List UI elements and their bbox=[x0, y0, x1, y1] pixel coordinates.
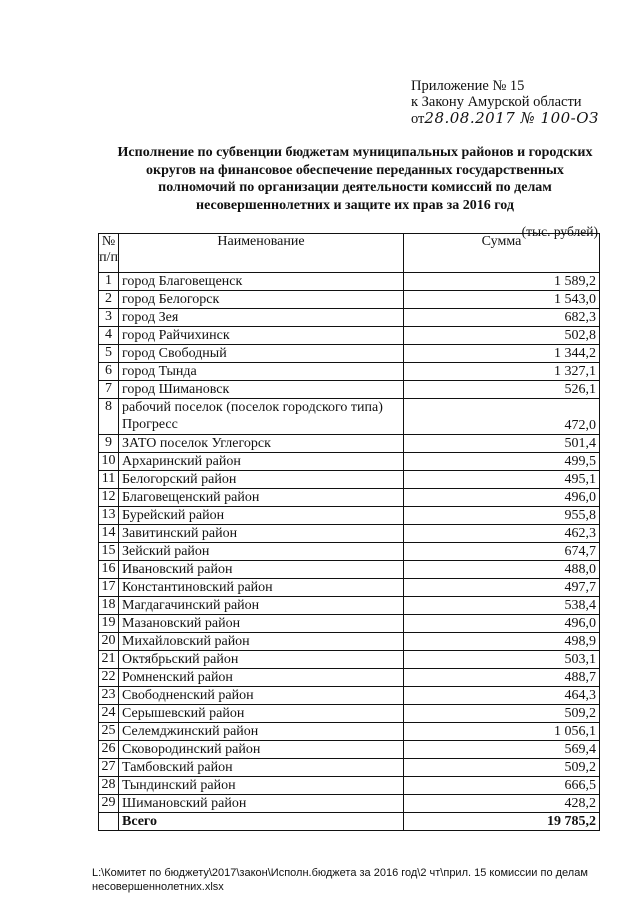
row-amount: 472,0 bbox=[404, 399, 600, 435]
row-number: 9 bbox=[99, 435, 119, 453]
row-amount: 462,3 bbox=[404, 525, 600, 543]
table-row bbox=[99, 363, 600, 381]
table-row bbox=[99, 471, 600, 489]
appendix-block bbox=[411, 78, 599, 127]
row-number: 21 bbox=[99, 651, 119, 669]
row-amount: 1 589,2 bbox=[404, 273, 600, 291]
table-row bbox=[99, 633, 600, 651]
table-row bbox=[99, 453, 600, 471]
total-empty-cell bbox=[99, 813, 119, 831]
row-name: Константиновский район bbox=[119, 579, 404, 597]
row-name: Селемджинский район bbox=[119, 723, 404, 741]
row-number: 29 bbox=[99, 795, 119, 813]
table-row bbox=[99, 435, 600, 453]
row-name: город Райчихинск bbox=[119, 327, 404, 345]
total-amount: 19 785,2 bbox=[404, 813, 600, 831]
table-row bbox=[99, 651, 600, 669]
table-row bbox=[99, 561, 600, 579]
row-amount: 503,1 bbox=[404, 651, 600, 669]
table-row bbox=[99, 327, 600, 345]
row-name: Бурейский район bbox=[119, 507, 404, 525]
table-row bbox=[99, 615, 600, 633]
table-row bbox=[99, 759, 600, 777]
table-header-row bbox=[99, 234, 600, 273]
row-name: Благовещенский район bbox=[119, 489, 404, 507]
row-amount: 496,0 bbox=[404, 615, 600, 633]
table-row bbox=[99, 687, 600, 705]
row-name: Свободненский район bbox=[119, 687, 404, 705]
row-number: 27 bbox=[99, 759, 119, 777]
row-name: Тамбовский район bbox=[119, 759, 404, 777]
appendix-number: Приложение № 15 bbox=[411, 78, 525, 94]
row-name: город Шимановск bbox=[119, 381, 404, 399]
row-name: Тындинский район bbox=[119, 777, 404, 795]
row-name: Михайловский район bbox=[119, 633, 404, 651]
row-name: Ромненский район bbox=[119, 669, 404, 687]
row-number: 11 bbox=[99, 471, 119, 489]
row-amount: 1 543,0 bbox=[404, 291, 600, 309]
row-amount: 488,0 bbox=[404, 561, 600, 579]
row-number: 28 bbox=[99, 777, 119, 795]
row-number: 20 bbox=[99, 633, 119, 651]
row-number: 1 bbox=[99, 273, 119, 291]
row-amount: 509,2 bbox=[404, 759, 600, 777]
row-number: 15 bbox=[99, 543, 119, 561]
row-number: 6 bbox=[99, 363, 119, 381]
table-row bbox=[99, 705, 600, 723]
row-amount: 569,4 bbox=[404, 741, 600, 759]
row-amount: 538,4 bbox=[404, 597, 600, 615]
row-number: 8 bbox=[99, 399, 119, 435]
row-number: 4 bbox=[99, 327, 119, 345]
table-row bbox=[99, 291, 600, 309]
row-name: Зейский район bbox=[119, 543, 404, 561]
subvention-table bbox=[98, 233, 600, 831]
row-number: 16 bbox=[99, 561, 119, 579]
row-name: Магдагачинский район bbox=[119, 597, 404, 615]
row-amount: 428,2 bbox=[404, 795, 600, 813]
row-number: 23 bbox=[99, 687, 119, 705]
row-number: 17 bbox=[99, 579, 119, 597]
row-amount: 498,9 bbox=[404, 633, 600, 651]
table-row bbox=[99, 543, 600, 561]
file-path-footer: L:\Комитет по бюджету\2017\закон\Исполн.бюджета за 2016 год\2 чт\прил. 15 комиссии по делам несовершеннолетних.xlsx bbox=[92, 867, 588, 893]
row-amount: 1 327,1 bbox=[404, 363, 600, 381]
row-name: Белогорский район bbox=[119, 471, 404, 489]
row-name: рабочий поселок (поселок городского типа) Прогресс bbox=[119, 399, 404, 435]
table-row bbox=[99, 525, 600, 543]
row-number: 3 bbox=[99, 309, 119, 327]
header-num: № п/п bbox=[99, 234, 119, 273]
row-number: 7 bbox=[99, 381, 119, 399]
header-amount: Сумма bbox=[404, 234, 600, 273]
row-number: 10 bbox=[99, 453, 119, 471]
header-name: Наименование bbox=[119, 234, 404, 273]
row-amount: 497,7 bbox=[404, 579, 600, 597]
table-body bbox=[99, 273, 600, 831]
row-name: Сковородинский район bbox=[119, 741, 404, 759]
row-name: Шимановский район bbox=[119, 795, 404, 813]
table-row bbox=[99, 489, 600, 507]
appendix-date-prefix: от bbox=[411, 111, 425, 127]
row-name: Серышевский район bbox=[119, 705, 404, 723]
row-number: 19 bbox=[99, 615, 119, 633]
row-amount: 509,2 bbox=[404, 705, 600, 723]
row-amount: 464,3 bbox=[404, 687, 600, 705]
table-row bbox=[99, 795, 600, 813]
handwritten-date-number: 28.08.2017 № 100-ОЗ bbox=[424, 109, 599, 127]
row-amount: 501,4 bbox=[404, 435, 600, 453]
table-row bbox=[99, 579, 600, 597]
appendix-date-line bbox=[411, 110, 599, 127]
row-amount: 499,5 bbox=[404, 453, 600, 471]
total-row bbox=[99, 813, 600, 831]
row-amount: 955,8 bbox=[404, 507, 600, 525]
table-row bbox=[99, 399, 600, 435]
row-name: Ивановский район bbox=[119, 561, 404, 579]
row-name: город Свободный bbox=[119, 345, 404, 363]
table-row bbox=[99, 741, 600, 759]
row-number: 26 bbox=[99, 741, 119, 759]
row-number: 13 bbox=[99, 507, 119, 525]
row-amount: 682,3 bbox=[404, 309, 600, 327]
row-name: Мазановский район bbox=[119, 615, 404, 633]
row-amount: 488,7 bbox=[404, 669, 600, 687]
row-number: 18 bbox=[99, 597, 119, 615]
row-name: город Белогорск bbox=[119, 291, 404, 309]
table-row bbox=[99, 345, 600, 363]
table-row bbox=[99, 381, 600, 399]
row-name: ЗАТО поселок Углегорск bbox=[119, 435, 404, 453]
table-row bbox=[99, 777, 600, 795]
row-name: город Тында bbox=[119, 363, 404, 381]
row-amount: 674,7 bbox=[404, 543, 600, 561]
row-name: город Зея bbox=[119, 309, 404, 327]
row-number: 12 bbox=[99, 489, 119, 507]
table-row bbox=[99, 273, 600, 291]
row-amount: 526,1 bbox=[404, 381, 600, 399]
row-name: город Благовещенск bbox=[119, 273, 404, 291]
row-number: 5 bbox=[99, 345, 119, 363]
table-row bbox=[99, 597, 600, 615]
row-name: Архаринский район bbox=[119, 453, 404, 471]
row-amount: 1 056,1 bbox=[404, 723, 600, 741]
row-amount: 1 344,2 bbox=[404, 345, 600, 363]
appendix-law: к Закону Амурской области bbox=[411, 94, 582, 110]
row-amount: 666,5 bbox=[404, 777, 600, 795]
row-number: 24 bbox=[99, 705, 119, 723]
row-amount: 495,1 bbox=[404, 471, 600, 489]
row-amount: 502,8 bbox=[404, 327, 600, 345]
table-row bbox=[99, 723, 600, 741]
total-label: Всего bbox=[119, 813, 404, 831]
row-number: 2 bbox=[99, 291, 119, 309]
row-number: 22 bbox=[99, 669, 119, 687]
row-number: 25 bbox=[99, 723, 119, 741]
row-number: 14 bbox=[99, 525, 119, 543]
units-label: (тыс. рублей) bbox=[521, 224, 598, 239]
table-row bbox=[99, 309, 600, 327]
table-row bbox=[99, 507, 600, 525]
table-row bbox=[99, 669, 600, 687]
document-title: Исполнение по субвенции бюджетам муниципальных районов и городских округов на финансовое обеспечение переданных государственных полномочий по организации деятельности комиссий по делам несовершеннолетних и защите их прав за 2016 год bbox=[117, 145, 593, 213]
row-name: Завитинский район bbox=[119, 525, 404, 543]
row-amount: 496,0 bbox=[404, 489, 600, 507]
row-name: Октябрьский район bbox=[119, 651, 404, 669]
